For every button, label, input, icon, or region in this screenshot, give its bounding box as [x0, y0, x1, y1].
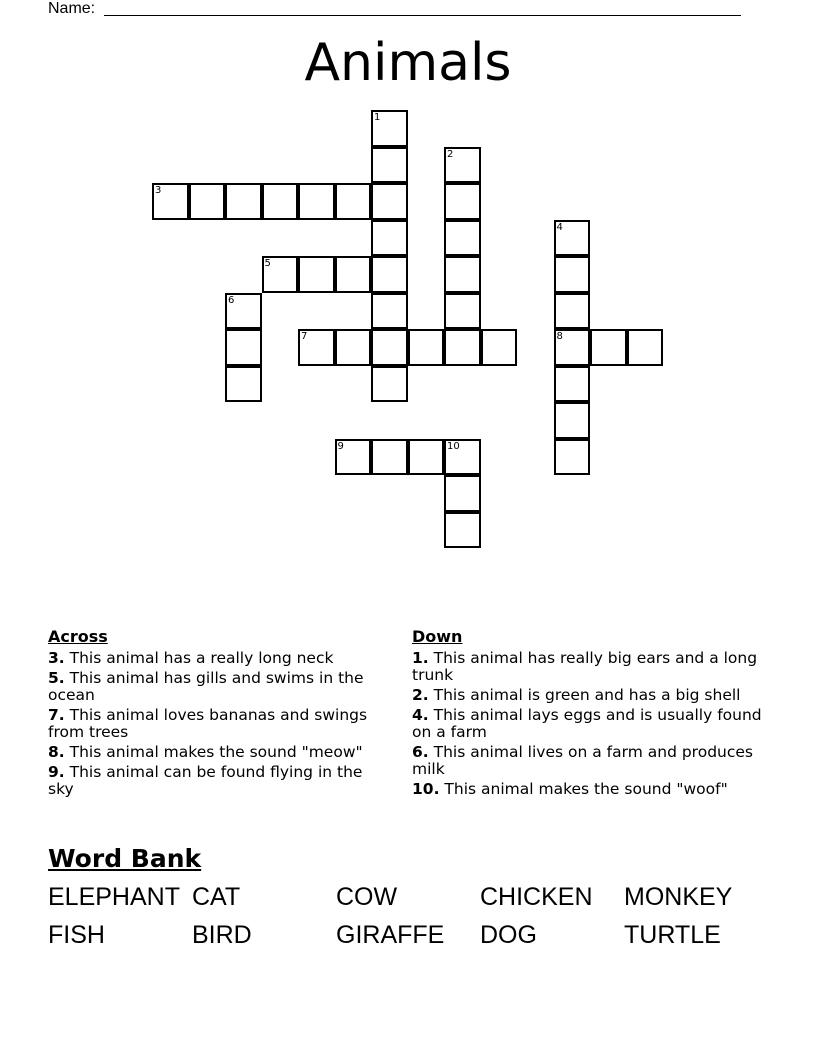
crossword-cell[interactable] — [408, 329, 445, 366]
across-heading: Across — [48, 627, 108, 646]
crossword-cell[interactable] — [554, 293, 591, 330]
cell-number: 9 — [337, 440, 344, 452]
clue-number: 6. — [412, 743, 429, 761]
word-bank-word: DOG — [480, 921, 537, 949]
name-label: Name: — [48, 0, 96, 17]
crossword-cell[interactable] — [371, 147, 408, 184]
clue-text: This animal has gills and swims in the ocean — [48, 669, 364, 704]
crossword-cell[interactable] — [481, 329, 518, 366]
crossword-cell[interactable] — [298, 183, 335, 220]
clue-number: 8. — [48, 743, 65, 761]
word-bank-title: Word Bank — [48, 844, 202, 873]
clue-number: 10. — [412, 780, 440, 798]
crossword-cell[interactable] — [444, 293, 481, 330]
across-clue — [48, 764, 378, 798]
across-clues — [48, 628, 378, 801]
crossword-cell[interactable] — [225, 329, 262, 366]
crossword-cell[interactable] — [371, 183, 408, 220]
crossword-cell[interactable] — [590, 329, 627, 366]
word-bank-word: MONKEY — [624, 883, 733, 911]
crossword-cell[interactable] — [444, 512, 481, 549]
cell-number: 4 — [556, 221, 563, 233]
crossword-cell[interactable] — [444, 256, 481, 293]
crossword-cell[interactable] — [444, 329, 481, 366]
crossword-cell[interactable] — [371, 256, 408, 293]
crossword-cell[interactable] — [335, 256, 372, 293]
crossword-cell[interactable] — [298, 329, 335, 366]
clue-number: 7. — [48, 706, 65, 724]
page-title: Animals — [304, 33, 512, 93]
across-clue — [48, 650, 378, 667]
cell-number: 6 — [228, 294, 235, 306]
clue-text: This animal loves bananas and swings from trees — [48, 706, 368, 741]
clue-number: 2. — [412, 686, 429, 704]
crossword-cell[interactable] — [298, 256, 335, 293]
crossword-cell[interactable] — [444, 439, 481, 476]
crossword-cell[interactable] — [444, 475, 481, 512]
clue-text: This animal lives on a farm and produces milk — [412, 743, 753, 778]
crossword-cell[interactable] — [262, 256, 299, 293]
crossword-cell[interactable] — [444, 220, 481, 257]
clue-text: This animal can be found flying in the sky — [48, 763, 363, 798]
cell-number: 5 — [264, 258, 271, 269]
clue-text: This animal lays eggs and is usually found on a farm — [412, 706, 762, 741]
crossword-cell[interactable] — [335, 439, 372, 476]
clue-text: This animal has really big ears and a long trunk — [412, 649, 758, 684]
clue-number: 1. — [412, 649, 429, 667]
cell-number: 7 — [301, 331, 308, 342]
word-bank-word: COW — [336, 883, 398, 911]
crossword-cell[interactable] — [152, 183, 189, 220]
clue-text: This animal has a really long neck — [69, 649, 334, 667]
crossword-cell[interactable] — [225, 183, 262, 220]
crossword-cell[interactable] — [189, 183, 226, 220]
down-heading: Down — [412, 627, 463, 646]
crossword-cell[interactable] — [444, 147, 481, 184]
word-bank-word: CAT — [192, 883, 241, 911]
down-clue — [412, 781, 762, 798]
clue-text: This animal makes the sound "woof" — [444, 780, 728, 798]
down-clue — [412, 687, 762, 704]
crossword-cell[interactable] — [554, 402, 591, 439]
across-clue — [48, 707, 378, 741]
word-bank-word: BIRD — [192, 921, 252, 949]
clue-number: 4. — [412, 706, 429, 724]
cell-number: 8 — [556, 331, 563, 342]
crossword-cell[interactable] — [371, 439, 408, 476]
word-bank-word: TURTLE — [624, 921, 721, 949]
crossword-cell[interactable] — [371, 220, 408, 257]
cell-number: 1 — [374, 112, 381, 123]
clue-number: 3. — [48, 649, 65, 667]
word-bank-word: FISH — [48, 921, 105, 949]
down-clue — [412, 707, 762, 741]
cell-number: 10 — [447, 440, 460, 452]
word-bank-word: CHICKEN — [480, 883, 593, 911]
word-bank-word: ELEPHANT — [48, 883, 180, 911]
crossword-cell[interactable] — [554, 220, 591, 257]
clue-text: This animal makes the sound "meow" — [69, 743, 363, 761]
clue-number: 5. — [48, 669, 65, 687]
crossword-cell[interactable] — [371, 329, 408, 366]
across-clue — [48, 744, 378, 761]
crossword-cell[interactable] — [444, 183, 481, 220]
crossword-cell[interactable] — [554, 439, 591, 476]
crossword-cell[interactable] — [554, 366, 591, 403]
crossword-cell[interactable] — [554, 256, 591, 293]
clue-text: This animal is green and has a big shell — [433, 686, 741, 704]
crossword-cell[interactable] — [225, 293, 262, 330]
across-clue — [48, 670, 378, 704]
crossword-cell[interactable] — [554, 329, 591, 366]
cell-number: 3 — [155, 185, 162, 196]
down-clue — [412, 744, 762, 778]
crossword-cell[interactable] — [371, 293, 408, 330]
crossword-cell[interactable] — [262, 183, 299, 220]
crossword-cell[interactable] — [408, 439, 445, 476]
crossword-cell[interactable] — [225, 366, 262, 403]
clue-number: 9. — [48, 763, 65, 781]
down-clues — [412, 628, 762, 801]
crossword-cell[interactable] — [335, 183, 372, 220]
down-clue — [412, 650, 762, 684]
crossword-cell[interactable] — [335, 329, 372, 366]
crossword-cell[interactable] — [371, 366, 408, 403]
crossword-cell[interactable] — [627, 329, 664, 366]
cell-number: 2 — [447, 148, 454, 160]
crossword-cell[interactable] — [371, 110, 408, 147]
word-bank-word: GIRAFFE — [336, 921, 445, 949]
